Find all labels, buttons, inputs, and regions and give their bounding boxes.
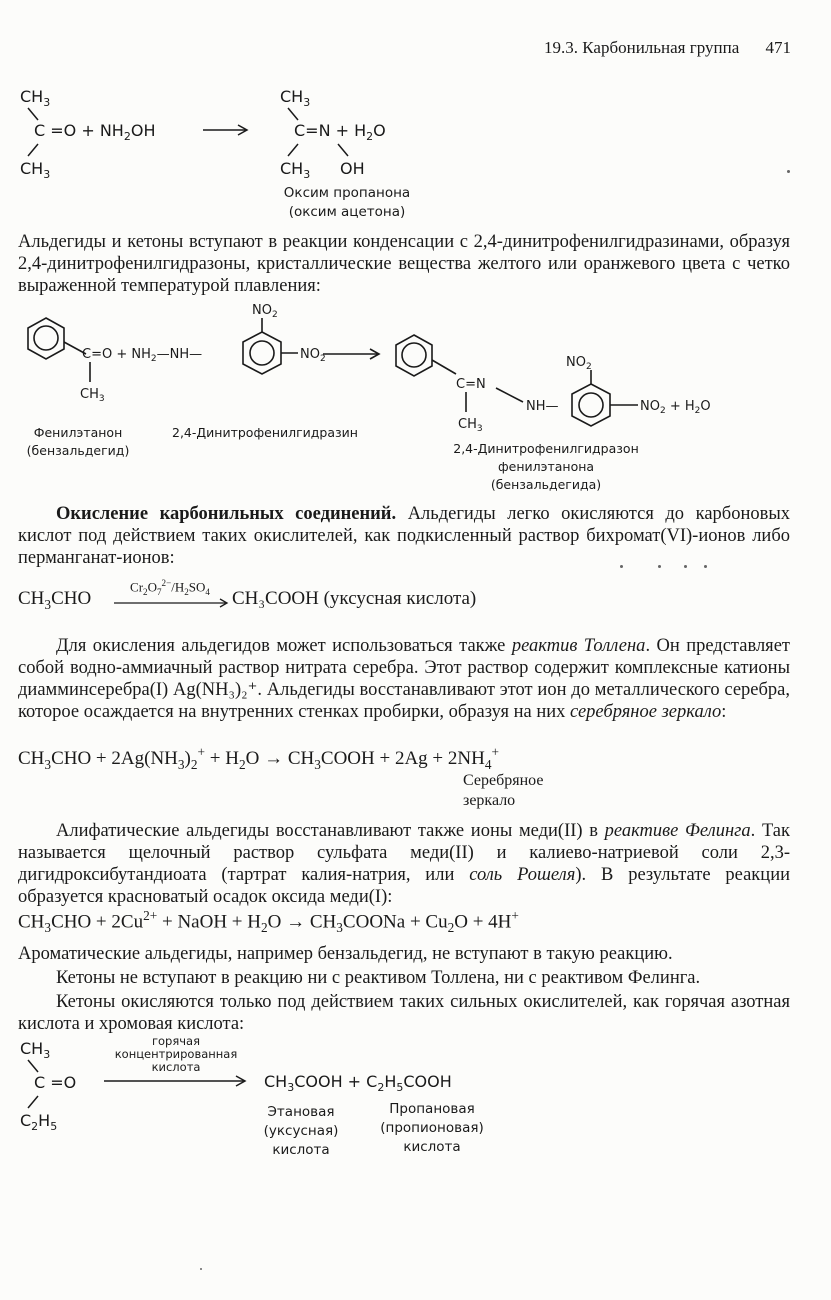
para-fehling (18, 820, 790, 908)
fehling-text: ). В результате реакции образуется красноватый осадок оксида меди(I): (18, 865, 790, 907)
oxidation-text: Альдегиды легко окисляются до карбоновых кислот под действием таких окислителей, как подкисленный раствор бихромат(VI)-ионов либо перманганат-ионов: (18, 504, 791, 568)
svg-text:NO2 + H2O: $NO_2 + H_2O$ (640, 399, 711, 416)
svg-text:CH3COOH + C2H5COOH: $CH_3COOH$ + $C_2H_5COOH$ (264, 1072, 452, 1094)
para-ketones2: Кетоны окисляются только под действием таких сильных окислителей, как горячая азотная кислота и хромовая кислота: (18, 992, 790, 1034)
caption-line: 2,4-Динитрофенилгидразон (453, 441, 639, 456)
caption-line: фенилэтанона (497, 459, 595, 474)
arrow-label-line: горячая (151, 1034, 201, 1048)
svg-text:CH3: $CH_3$ (20, 159, 51, 181)
section-title: 19.3. Карбонильная группа (544, 38, 740, 57)
svg-text:NO2: $NO_2$ (300, 347, 326, 364)
svg-text:C2H5: $C_2H_5$ (20, 1111, 58, 1133)
caption-dnph: 2,4-Динитрофенилгидразин (172, 425, 358, 440)
para-oxidation (18, 503, 790, 569)
arrow-label-line: концентрированная (114, 1047, 238, 1061)
arrow-label-line: кислота (151, 1060, 201, 1074)
svg-text:C=O + NH2—NH—: $C=O + NH_2—NH—$ (82, 347, 203, 364)
caption-line: кислота (403, 1139, 461, 1155)
tollens-text: . Он представляет собой водно-аммиачный раствор нитрата серебра. Этот раствор содержит комплексные катионы диамминсеребра(I) Ag(NH₃)₂⁺. Альдегиды восстанавливают этот ион до металлического серебра, которое осаждается на внутренних стенках пробирки, образуя на них (18, 636, 790, 722)
eq1-arrow (114, 598, 230, 608)
page-number: 471 (765, 38, 791, 57)
svg-text:CH3: $CH_3$ (20, 1039, 51, 1061)
oxidation-heading: Окисление карбонильных соединений. (56, 504, 397, 524)
para-dnph: Альдегиды и кетоны вступают в реакции конденсации с 2,4-динитрофенилгидразинами, образуя 2,4-динитрофенилгидразоны, кристаллические вещества желтого или оранжевого цвета с четко выраженной температурой плавления: (18, 232, 790, 296)
eq1-reagent: $Cr_2O_7^{2-}/H_2SO_4$ (130, 578, 210, 597)
ketone-arrow-label (96, 1035, 256, 1074)
caption-line: зеркало (463, 792, 516, 809)
eq1-right: CH₃COOH (уксусная кислота) (232, 588, 477, 609)
svg-text:CH3: $CH_3$ (280, 159, 311, 181)
caption-line: кислота (272, 1142, 330, 1158)
oxime-reaction (18, 80, 458, 230)
caption-line: (бензальдегид) (26, 443, 130, 458)
svg-text:CH3: $CH_3$ (280, 87, 311, 109)
oxime-structure (18, 80, 458, 190)
speck (200, 1268, 202, 1270)
eq2-caption (463, 771, 543, 811)
para-tollens (18, 635, 790, 723)
caption-line: (пропионовая) (380, 1120, 484, 1136)
svg-text:CH3: $CH_3$ (458, 417, 483, 434)
rochelle-term: соль Рошеля (469, 865, 576, 885)
caption-line: Серебряное (463, 772, 544, 789)
oxime-caption (262, 184, 432, 222)
svg-text:CH3: $CH_3$ (80, 387, 105, 404)
caption-phenylethanone (8, 424, 148, 460)
fehling-text: Алифатические альдегиды восстанавливают также ионы меди(II) в (56, 821, 605, 841)
svg-text:NO2: $NO_2$ (566, 355, 592, 372)
tollens-text: : (721, 702, 727, 722)
svg-text:C =O + NH2OH: $C =O + NH_2OH$ (34, 121, 156, 143)
page-header (544, 38, 791, 58)
speck (787, 170, 790, 173)
svg-text:CH3: $CH_3$ (20, 87, 51, 109)
svg-text:C=N: C=N (456, 377, 486, 392)
para-ketones1: Кетоны не вступают в реакцию ни с реактивом Толлена, ни с реактивом Фелинга. (56, 968, 701, 988)
caption-line: (уксусная) (263, 1123, 339, 1139)
fehling-text: . Так называется щелочный раствор сульфата меди(II) и калиево-натриевой соли 2,3-дигидроксибутандиоата (тартрат калия-натрия, или (18, 821, 790, 885)
svg-text:C=N + H2O: $C=N + H_2O$ (294, 121, 386, 143)
caption-line: (бензальдегида) (490, 477, 602, 492)
oxime-caption-line: Оксим пропанона (283, 185, 411, 201)
equation-tollens (18, 745, 618, 811)
dnph-reaction (18, 300, 798, 490)
svg-text:OH: OH (340, 159, 365, 178)
tollens-term: реактив Толлена (511, 636, 646, 656)
caption-hydrazone (430, 440, 662, 494)
silver-mirror-term: серебряное зеркало (570, 702, 722, 722)
caption-line: Пропановая (389, 1101, 475, 1117)
fehling-term: реактиве Фелинга (604, 821, 751, 841)
svg-text:C =O: C =O (34, 1073, 77, 1092)
tollens-text: Для окисления альдегидов может использоваться также (56, 636, 512, 656)
svg-text:NO2: $NO_2$ (252, 303, 278, 320)
svg-text:NH—: NH— (526, 399, 559, 414)
equation-dichromate (18, 578, 518, 618)
eq2-formula: $CH_3CHO + 2Ag(NH_3)_2^+ + H_2O$ → $CH_3COOH + 2Ag + 2NH_4^+$ (18, 745, 499, 773)
caption-ethanoic (246, 1103, 356, 1160)
caption-propanoic (364, 1100, 500, 1157)
oxime-caption-line: (оксим ацетона) (288, 204, 406, 220)
caption-line: Этановая (267, 1104, 335, 1120)
specks-row (620, 565, 710, 571)
eq1-left: $CH_3CHO$ (18, 588, 92, 612)
equation-fehling: $CH_3CHO + 2Cu^{2+}$ + NaOH + $H_2O$ → $CH_3COONa + Cu_2O + 4H^+$ (18, 908, 519, 936)
para-aromatic: Ароматические альдегиды, например бензальдегид, не вступают в такую реакцию. (18, 944, 673, 964)
caption-line: Фенилэтанон (33, 425, 123, 440)
